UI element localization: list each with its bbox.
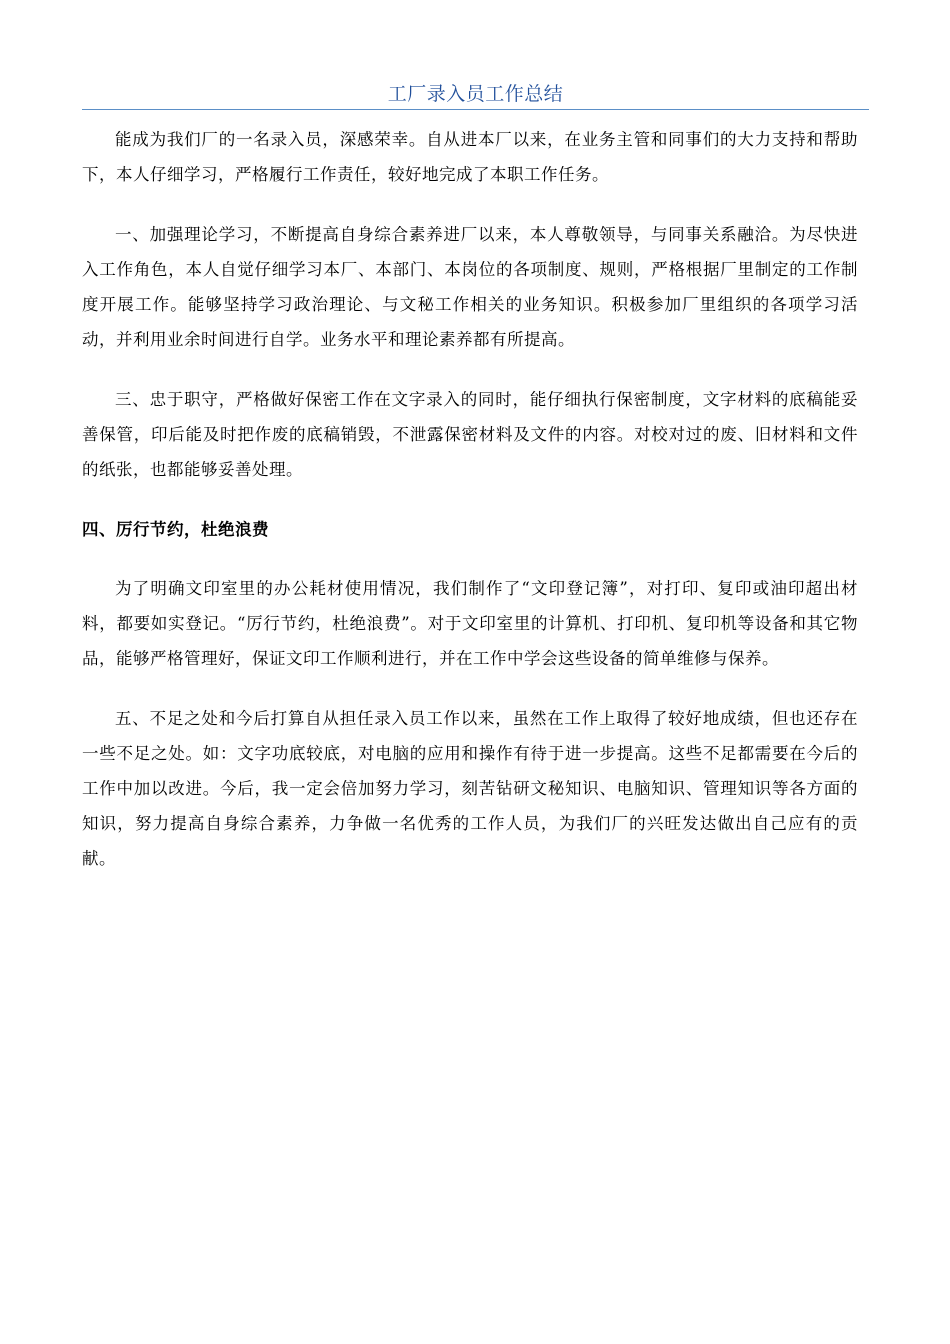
section-one-paragraph: 一、加强理论学习，不断提高自身综合素养进厂以来，本人尊敬领导，与同事关系融洽。为尽快进入工作角色，本人自觉仔细学习本厂、本部门、本岗位的各项制度、规则，严格根据厂里制定的工作制度开展工作。能够坚持学习政治理论、与文秘工作相关的业务知识。积极参加厂里组织的各项学习活动，并利用业余时间进行自学。业务水平和理论素养都有所提高。 — [82, 225, 858, 349]
section-four-paragraph: 为了明确文印室里的办公耗材使用情况，我们制作了“文印登记簿”，对打印、复印或油印超出材料，都要如实登记。“厉行节约，杜绝浪费”。对于文印室里的计算机、打印机、复印机等设备和其它物品，能够严格管理好，保证文印工作顺利进行，并在工作中学会这些设备的简单维修与保养。 — [82, 579, 858, 668]
section-five-paragraph: 五、不足之处和今后打算自从担任录入员工作以来，虽然在工作上取得了较好地成绩，但也还存在一些不足之处。如：文字功底较底，对电脑的应用和操作有待于进一步提高。这些不足都需要在今后的工作中加以改进。今后，我一定会倍加努力学习，刻苦钻研文秘知识、电脑知识、管理知识等各方面的知识，努力提高自身综合素养，力争做一名优秀的工作人员，为我们厂的兴旺发达做出自己应有的贡献。 — [82, 709, 858, 868]
intro-paragraph: 能成为我们厂的一名录入员，深感荣幸。自从进本厂以来，在业务主管和同事们的大力支持和帮助下，本人仔细学习，严格履行工作责任，较好地完成了本职工作任务。 — [82, 130, 858, 184]
section-four-heading: 四、厉行节约，杜绝浪费 — [82, 520, 269, 539]
section-three-paragraph: 三、忠于职守，严格做好保密工作在文字录入的同时，能仔细执行保密制度，文字材料的底稿能妥善保管，印后能及时把作废的底稿销毁，不泄露保密材料及文件的内容。对校对过的废、旧材料和文件的纸张，也都能够妥善处理。 — [82, 390, 858, 479]
document-header — [82, 80, 869, 110]
document-body — [82, 122, 858, 901]
document-title: 工厂录入员工作总结 — [387, 83, 564, 105]
